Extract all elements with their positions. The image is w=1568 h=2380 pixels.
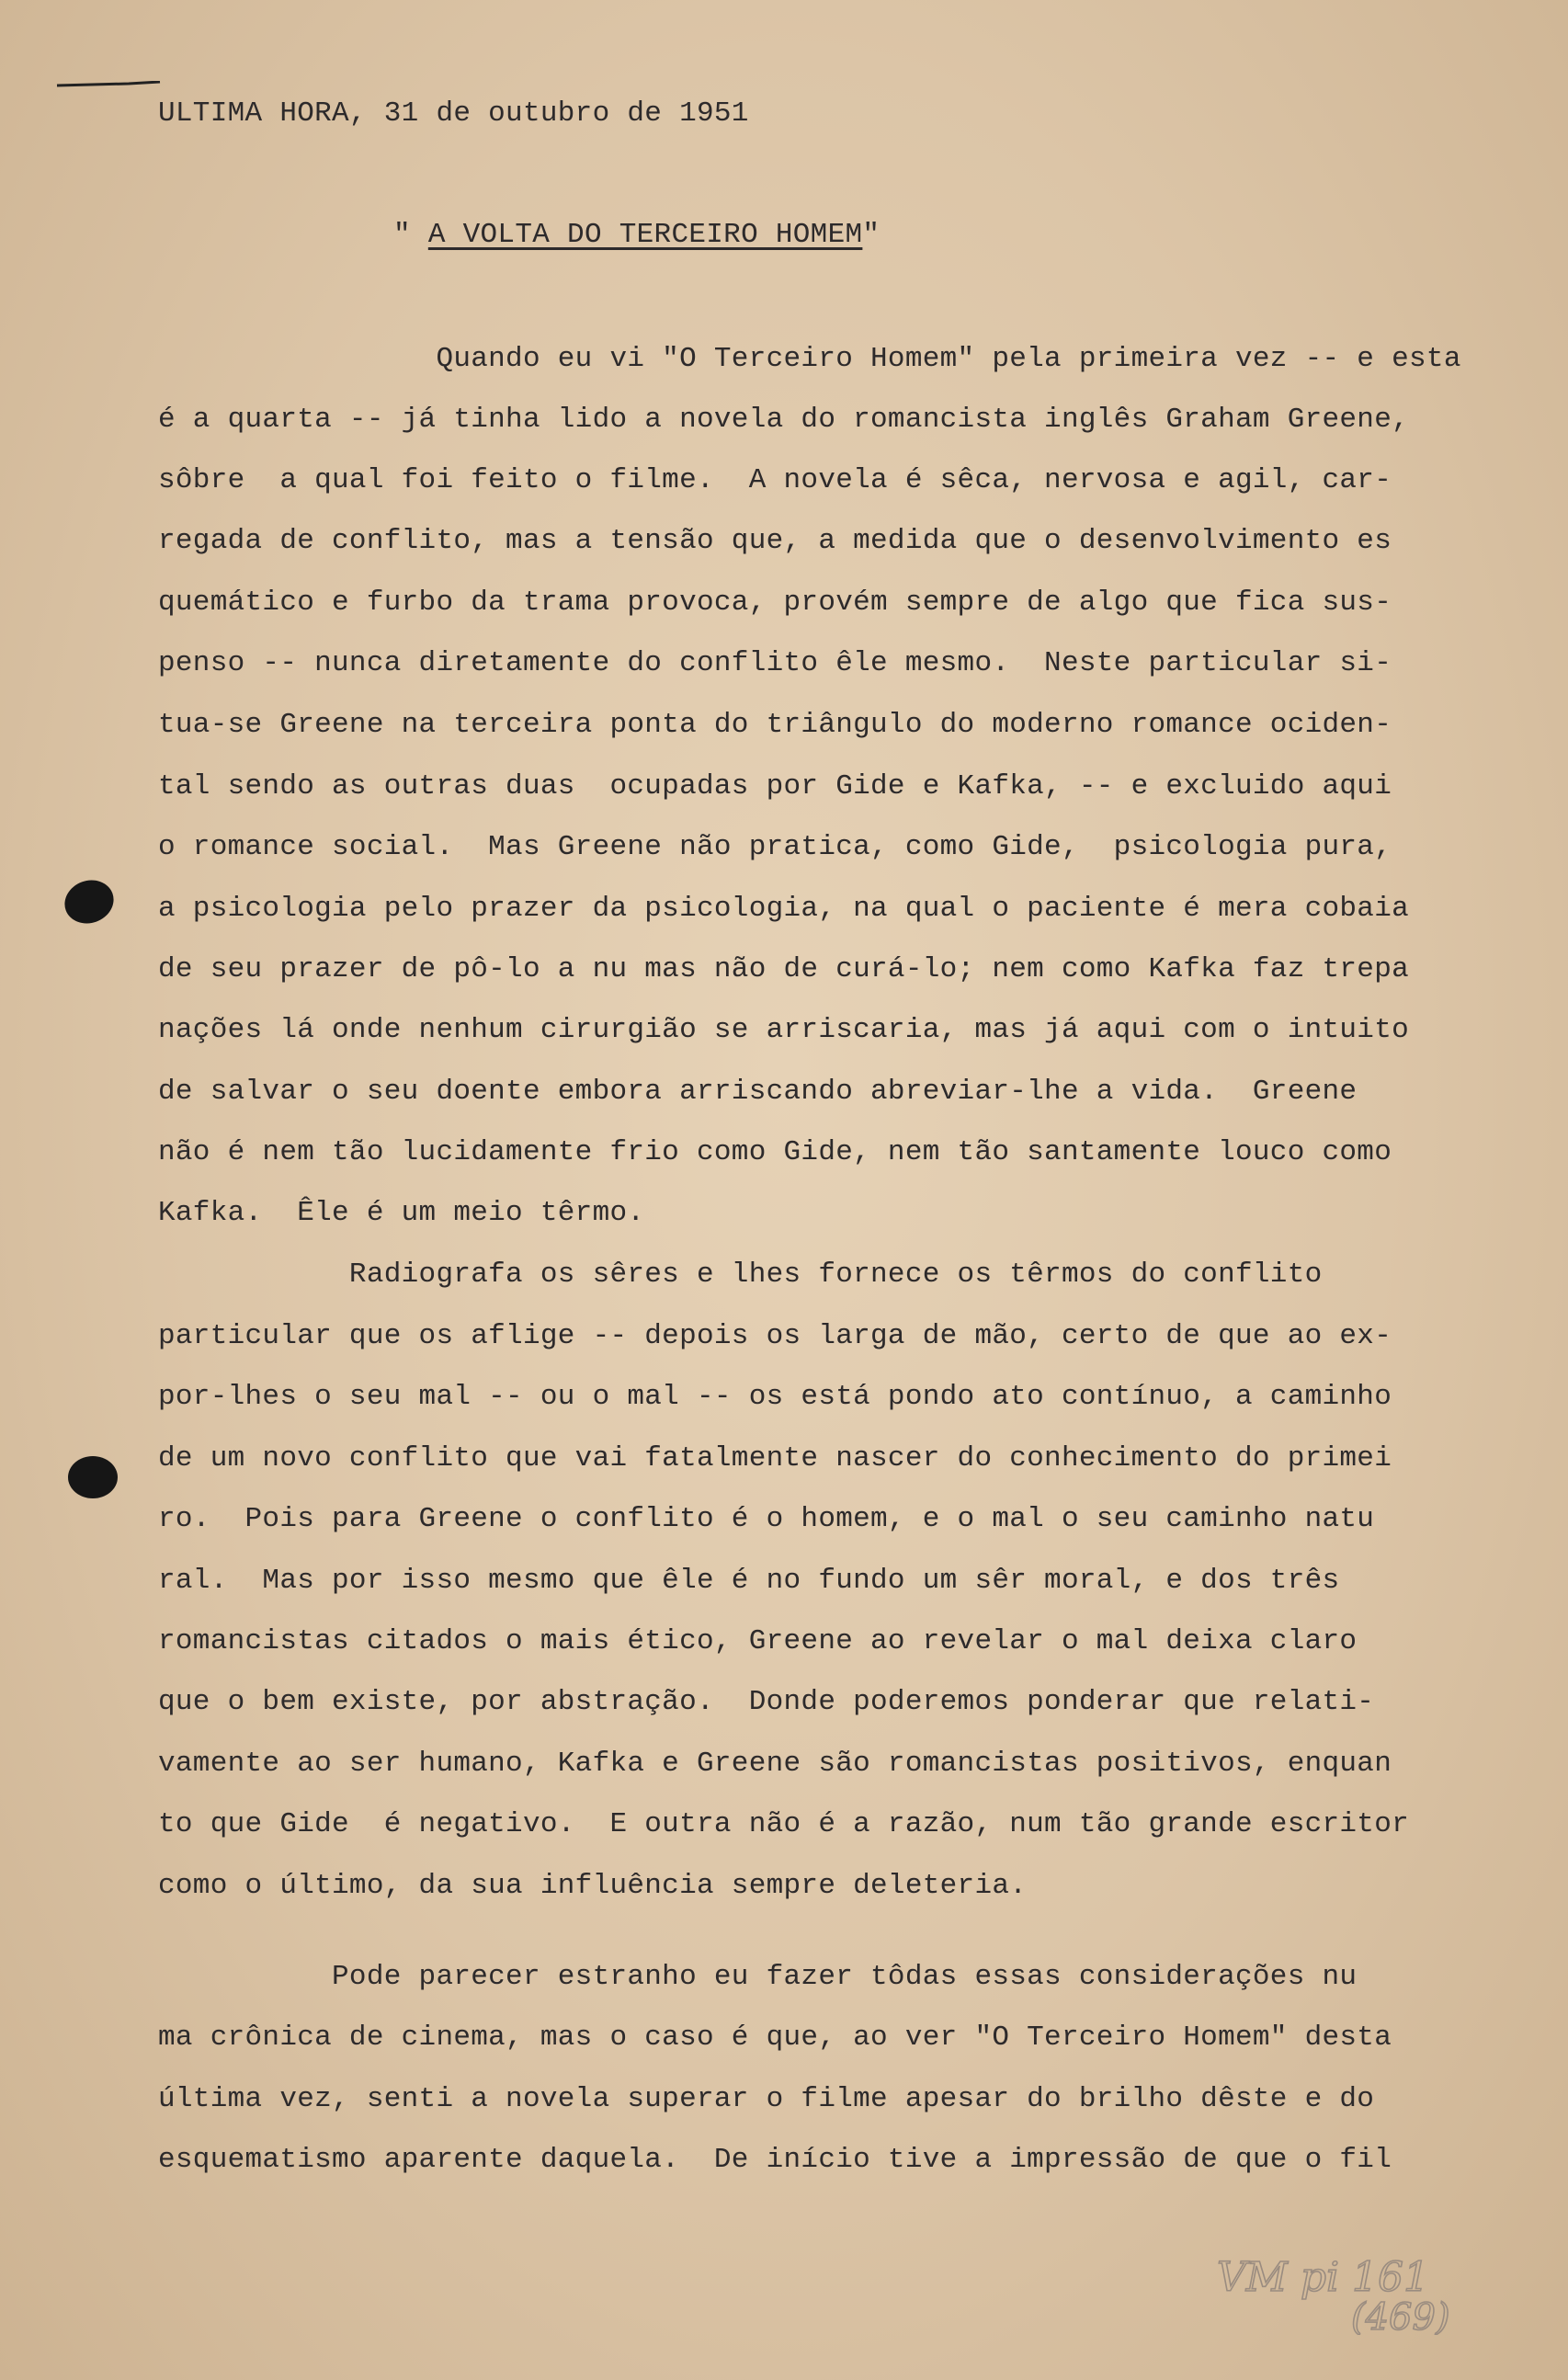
body-line: de salvar o seu doente embora arriscando abreviar-lhe a vida. Greene [158,1076,1358,1108]
body-line: ro. Pois para Greene o conflito é o homem, e o mal o seu caminho natu [158,1503,1375,1535]
body-line: nações lá onde nenhum cirurgião se arriscaria, mas já aqui com o intuito [158,1014,1410,1046]
title-open-quote: " [393,219,411,251]
body-line: romancistas citados o mais ético, Greene ao revelar o mal deixa claro [158,1625,1358,1657]
ink-scratch-mark [55,81,162,88]
body-line: de um novo conflito que vai fatalmente nascer do conhecimento do primei [158,1442,1392,1475]
body-line: penso -- nunca diretamente do conflito êle mesmo. Neste particular si- [158,647,1392,679]
body-line: sôbre a qual foi feito o filme. A novela é sêca, nervosa e agil, car- [158,464,1392,496]
body-line: que o bem existe, por abstração. Donde poderemos ponderar que relati- [158,1686,1375,1718]
body-line: por-lhes o seu mal -- ou o mal -- os está pondo ato contínuo, a caminho [158,1381,1392,1413]
newspaper-header: ULTIMA HORA, 31 de outubro de 1951 [158,97,749,130]
body-line: não é nem tão lucidamente frio como Gide, nem tão santamente louco como [158,1136,1392,1168]
archive-mark-line2: (469) [1351,2296,1450,2335]
body-line: o romance social. Mas Greene não pratica, como Gide, psicologia pura, [158,831,1392,863]
title-close-quote: " [862,219,881,251]
body-line: ma crônica de cinema, mas o caso é que, ao ver "O Terceiro Homem" desta [158,2021,1392,2054]
body-line: tua-se Greene na terceira ponta do triângulo do moderno romance ociden- [158,709,1392,741]
article-title [393,217,880,254]
body-line: vamente ao ser humano, Kafka e Greene são romancistas positivos, enquan [158,1748,1392,1780]
body-line: Quando eu vi "O Terceiro Homem" pela primeira vez -- e esta [158,343,1461,375]
punch-hole [68,1456,118,1498]
body-line: tal sendo as outras duas ocupadas por Gide e Kafka, -- e excluido aqui [158,770,1392,803]
body-line: ral. Mas por isso mesmo que êle é no fundo um sêr moral, e dos três [158,1565,1340,1597]
archive-mark-line1: VM pi 161 [1217,2254,1430,2301]
body-line: quemático e furbo da trama provoca, provém sempre de algo que fica sus- [158,586,1392,619]
body-line: como o último, da sua influência sempre deleteria. [158,1870,1028,1902]
body-line: esquematismo aparente daquela. De início tive a impressão de que o fil [158,2144,1392,2176]
body-line: de seu prazer de pô-lo a nu mas não de curá-lo; nem como Kafka faz trepa [158,953,1410,985]
body-line: a psicologia pelo prazer da psicologia, na qual o paciente é mera cobaia [158,893,1410,925]
body-line: é a quarta -- já tinha lido a novela do romancista inglês Graham Greene, [158,404,1410,436]
body-line: regada de conflito, mas a tensão que, a medida que o desenvolvimento es [158,525,1392,557]
body-line: Radiografa os sêres e lhes fornece os têrmos do conflito [158,1258,1323,1291]
punch-hole [59,873,119,930]
body-line: Pode parecer estranho eu fazer tôdas essas considerações nu [158,1961,1358,1993]
archive-pencil-mark [1213,2234,1489,2335]
title-text: A VOLTA DO TERCEIRO HOMEM [427,219,863,251]
body-line: Kafka. Êle é um meio têrmo. [158,1197,645,1229]
body-line: última vez, senti a novela superar o filme apesar do brilho dêste e do [158,2083,1375,2115]
body-line: to que Gide é negativo. E outra não é a razão, num tão grande escritor [158,1808,1410,1840]
body-line: particular que os aflige -- depois os larga de mão, certo de que ao ex- [158,1320,1392,1352]
